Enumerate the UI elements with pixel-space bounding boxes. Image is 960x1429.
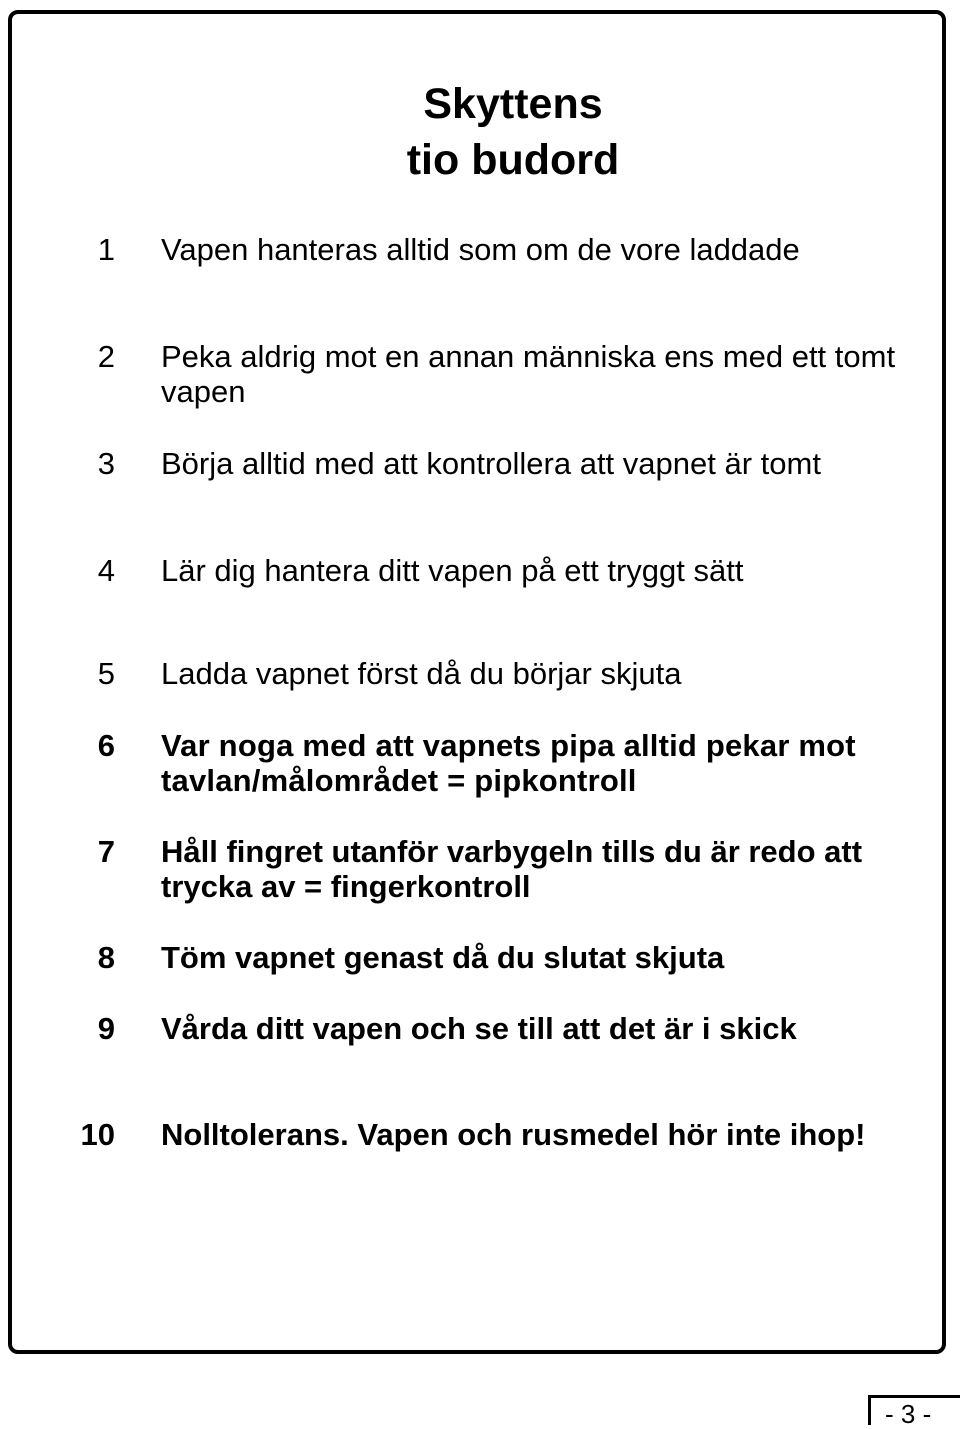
rule-text: Börja alltid med att kontrollera att vapnet är tomt [161, 446, 821, 481]
rule-number: 2 [97, 339, 115, 374]
rule-number: 8 [97, 940, 115, 975]
page-title-line-2: tio budord [406, 136, 620, 184]
rule-text: Töm vapnet genast då du slutat skjuta [161, 940, 725, 975]
rule-number: 4 [97, 553, 115, 588]
rule-text: Peka aldrig mot en annan människa ens med ett tomt vapen [161, 339, 896, 409]
page-title-line-1: Skyttens [423, 80, 603, 128]
rule-number: 1 [97, 232, 115, 267]
rule-text: Vapen hanteras alltid som om de vore laddade [161, 232, 800, 267]
rule-number: 9 [97, 1011, 115, 1046]
rule-text: Lär dig hantera ditt vapen på ett tryggt sätt [161, 553, 744, 588]
rule-text: Håll fingret utanför varbygeln tills du är redo att trycka av = fingerkontroll [161, 834, 863, 904]
rule-number: 3 [97, 446, 115, 481]
rule-text: Var noga med att vapnets pipa alltid pekar mot tavlan/målområdet = pipkontroll [161, 728, 856, 798]
rule-text: Nolltolerans. Vapen och rusmedel hör inte ihop! [161, 1117, 866, 1152]
page-number: - 3 - [885, 1399, 932, 1429]
rule-number: 7 [97, 834, 115, 869]
rule-text: Ladda vapnet först då du börjar skjuta [161, 656, 682, 691]
rule-number: 6 [97, 728, 115, 763]
rule-number: 5 [97, 656, 115, 691]
rule-text: Vårda ditt vapen och se till att det är i skick [161, 1011, 797, 1046]
rule-number: 10 [80, 1117, 115, 1152]
page-number-box [868, 1395, 960, 1429]
